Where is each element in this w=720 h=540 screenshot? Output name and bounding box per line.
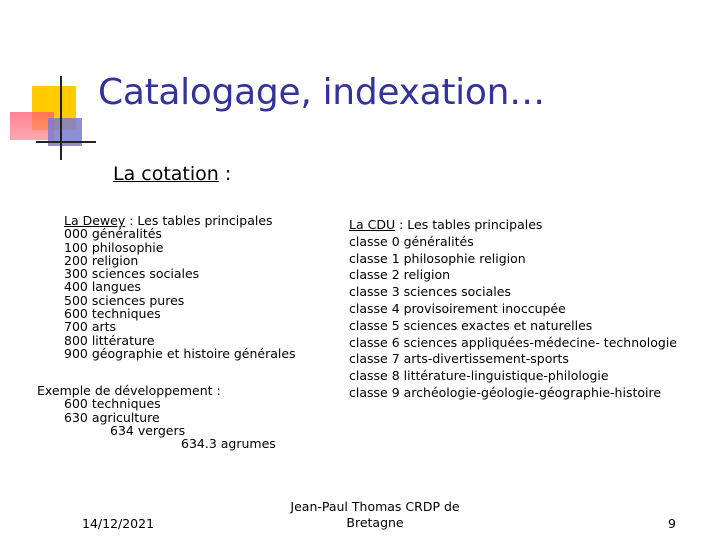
subtitle-label: La cotation <box>113 163 219 185</box>
list-item: classe 0 généralités <box>349 233 474 249</box>
list-item: classe 1 philosophie religion <box>349 250 526 266</box>
footer-date: 14/12/2021 <box>82 516 155 531</box>
list-item: 500 sciences pures <box>64 292 185 308</box>
decorative-horizontal-line <box>36 141 96 143</box>
slide-subtitle <box>113 163 231 185</box>
list-item: 600 techniques <box>64 306 161 322</box>
cdu-table <box>349 217 677 402</box>
page-number: 9 <box>668 516 676 531</box>
list-item: classe 3 sciences sociales <box>349 284 511 300</box>
footer-author <box>270 499 480 531</box>
list-item: classe 6 sciences appliquées-médecine- technologie <box>349 334 677 350</box>
slide-title: Catalogage, indexation… <box>98 72 545 113</box>
cdu-heading-rest: : Les tables principales <box>395 217 543 232</box>
example-line: 634 vergers <box>110 422 186 438</box>
list-item: classe 7 arts-divertissement-sports <box>349 351 569 367</box>
example-line: 600 techniques <box>64 396 161 412</box>
example-block <box>37 384 276 450</box>
dewey-table <box>64 214 296 360</box>
list-item: 200 religion <box>64 252 139 268</box>
list-item: classe 2 religion <box>349 267 451 283</box>
footer-author-line: Jean-Paul Thomas CRDP de <box>290 499 460 514</box>
dewey-heading-label: La Dewey <box>64 213 126 228</box>
example-heading: Exemple de développement : <box>37 383 221 398</box>
footer-author-line: Bretagne <box>346 515 404 530</box>
decorative-vertical-line <box>60 76 62 160</box>
list-item: classe 8 littérature-linguistique-philologie <box>349 368 609 384</box>
list-item: 800 littérature <box>64 332 155 348</box>
dewey-heading <box>64 214 296 227</box>
subtitle-colon: : <box>218 163 232 185</box>
list-item: 000 généralités <box>64 226 162 242</box>
list-item: classe 5 sciences exactes et naturelles <box>349 317 593 333</box>
cdu-heading-label: La CDU <box>349 217 396 232</box>
list-item: classe 4 provisoirement inoccupée <box>349 300 566 316</box>
dewey-heading-rest: : Les tables principales <box>125 213 273 228</box>
example-line: 634.3 agrumes <box>181 436 276 452</box>
list-item: 100 philosophie <box>64 239 164 255</box>
example-line: 630 agriculture <box>64 409 160 425</box>
list-item: 700 arts <box>64 319 117 335</box>
list-item: 900 géographie et histoire générales <box>64 345 296 361</box>
cdu-heading <box>349 217 677 234</box>
list-item: 400 langues <box>64 279 141 295</box>
list-item: 300 sciences sociales <box>64 266 200 282</box>
list-item: classe 9 archéologie-géologie-géographie-histoire <box>349 384 662 400</box>
